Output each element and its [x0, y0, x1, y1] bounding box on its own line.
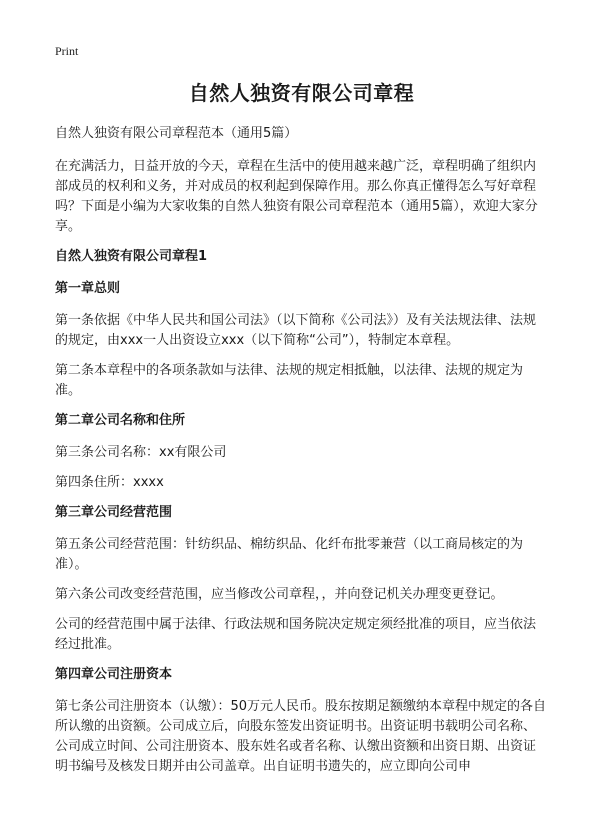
chapter-3-heading: 第三章公司经营范围 — [55, 505, 173, 520]
article-2: 第二条本章程中的各项条款如与法律、法规的规定相抵触，以法律、法规的规定为准。 — [55, 363, 524, 398]
chapter-1-heading: 第一章总则 — [55, 281, 121, 296]
article-7: 第七条公司注册资本（认缴）：50万元人民币。股东按期足额缴纳本章程中规定的各自所认缴的出资额。公司成立后，向股东签发出资证明书。出资证明书载明公司名称、公司成立时间、公司注册资本、股东姓名或者名称、认缴出资额和出资日期、出资证明书编号及核发日期并由公司盖章。出自证明书遗失的，应立即向公司申 — [55, 699, 547, 774]
article-1: 第一条依据《中华人民共和国公司法》（以下简称《公司法》）及有关法规法律、法规的规定，由xxx一人出资设立xxx（以下简称“公司”），特制定本章程。 — [55, 313, 537, 348]
chapter-2-heading: 第二章公司名称和住所 — [55, 413, 186, 428]
article-4: 第四条住所：xxxx — [55, 475, 164, 490]
article-5: 第五条公司经营范围：针纺织品、棉纺织品、化纤布批零兼营（以工商局核定的为准）。 — [55, 537, 524, 572]
print-link[interactable]: Print — [55, 44, 79, 58]
scope-approval-paragraph: 公司的经营范围中属于法律、行政法规和国务院决定规定须经批准的项目，应当依法经过批准。 — [55, 617, 537, 652]
intro-paragraph: 在充满活力，日益开放的今天，章程在生活中的使用越来越广泛，章程明确了组织内部成员的权利和义务，并对成员的权利起到保障作用。那么你真正懂得怎么写好章程吗？下面是小编为大家收集的自然人独资有限公司章程范本（通用5篇），欢迎大家分享。 — [55, 159, 538, 234]
article-6: 第六条公司改变经营范围，应当修改公司章程，，并向登记机关办理变更登记。 — [55, 587, 504, 602]
page-title: 自然人独资有限公司章程 — [188, 81, 415, 105]
section-title: 自然人独资有限公司章程1 — [55, 249, 208, 264]
chapter-4-heading: 第四章公司注册资本 — [55, 667, 173, 682]
subtitle: 自然人独资有限公司章程范本（通用5篇） — [55, 126, 298, 141]
article-3: 第三条公司名称：xx有限公司 — [55, 445, 227, 460]
